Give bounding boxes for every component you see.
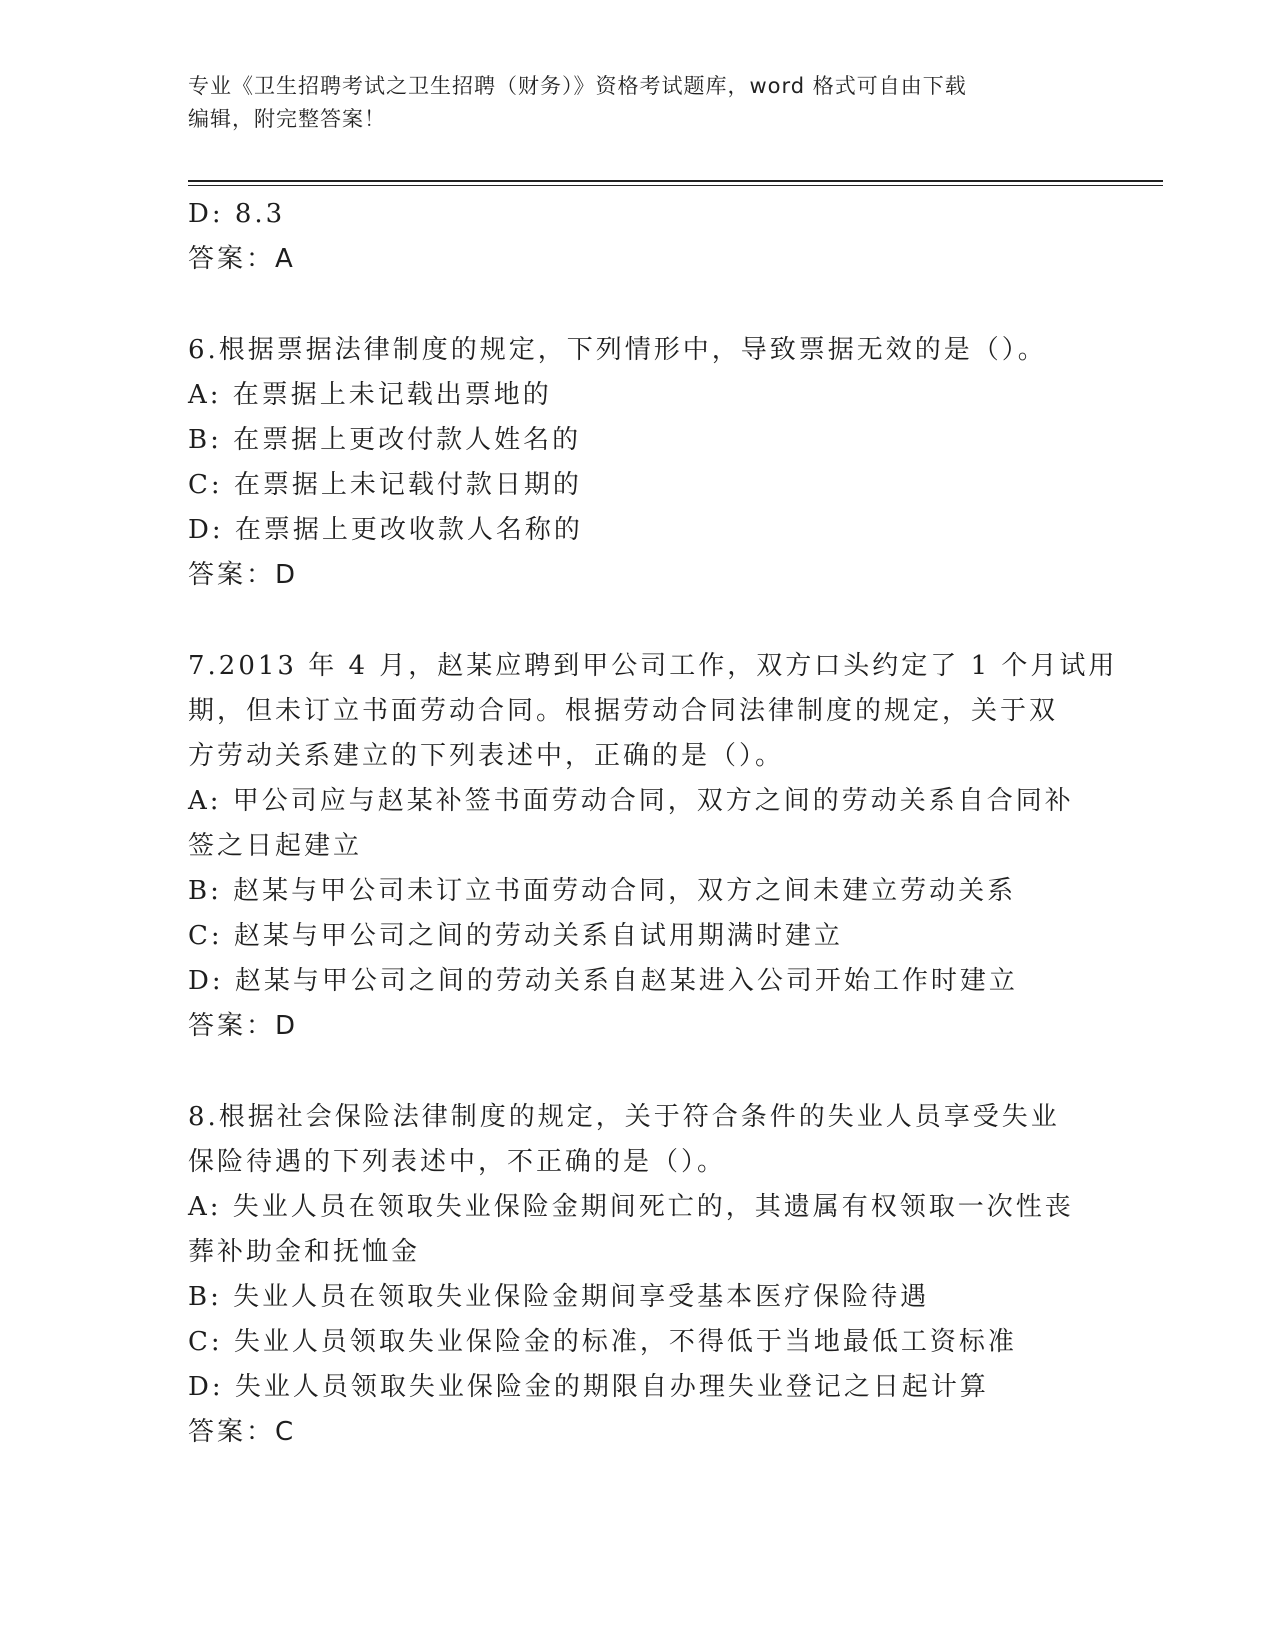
answer: 答案：D	[188, 1011, 299, 1041]
option-c: C: 失业人员领取失业保险金的标准，不得低于当地最低工资标准	[188, 1327, 1017, 1357]
answer: 答案：D	[188, 560, 299, 590]
page-header	[188, 70, 1088, 136]
option-a: A: 失业人员在领取失业保险金期间死亡的，其遗属有权领取一次性丧	[188, 1192, 1074, 1222]
spacer	[188, 282, 1088, 328]
option-c: C: 赵某与甲公司之间的劳动关系自试用期满时建立	[188, 921, 843, 951]
question-7	[188, 644, 1118, 1049]
option-d: D: 失业人员领取失业保险金的期限自办理失业登记之日起计算	[188, 1372, 989, 1402]
option-c: C: 在票据上未记载付款日期的	[188, 470, 582, 500]
spacer	[188, 598, 1088, 644]
option-d: D: 赵某与甲公司之间的劳动关系自赵某进入公司开始工作时建立	[188, 966, 1018, 996]
question-stem: 方劳动关系建立的下列表述中，正确的是（）。	[188, 741, 785, 771]
option-b: B: 在票据上更改付款人姓名的	[188, 425, 582, 455]
question-stem: 8.根据社会保险法律制度的规定，关于符合条件的失业人员享受失业	[188, 1102, 1060, 1132]
option-b: B: 赵某与甲公司未订立书面劳动合同，双方之间未建立劳动关系	[188, 876, 1017, 906]
question-5-tail	[188, 192, 1088, 282]
option-d: D: 在票据上更改收款人名称的	[188, 515, 583, 545]
answer: 答案：C	[188, 1417, 297, 1447]
option-b: B: 失业人员在领取失业保险金期间享受基本医疗保险待遇	[188, 1282, 930, 1312]
question-8	[188, 1095, 1088, 1455]
option-a-cont: 签之日起建立	[188, 831, 363, 861]
question-stem: 保险待遇的下列表述中，不正确的是（）。	[188, 1147, 727, 1177]
question-stem: 6.根据票据法律制度的规定，下列情形中，导致票据无效的是（）。	[188, 335, 1047, 365]
header-rule-thin	[188, 185, 1163, 186]
question-stem: 期，但未订立书面劳动合同。根据劳动合同法律制度的规定，关于双	[188, 696, 1059, 726]
option-a: A: 甲公司应与赵某补签书面劳动合同，双方之间的劳动关系自合同补	[188, 786, 1074, 816]
answer: 答案：A	[188, 244, 296, 274]
option-a-cont: 葬补助金和抚恤金	[188, 1237, 421, 1267]
option-d: D: 8.3	[188, 199, 286, 229]
header-rule	[188, 180, 1163, 182]
option-a: A: 在票据上未记载出票地的	[188, 380, 552, 410]
header-line-1: 专业《卫生招聘考试之卫生招聘（财务）》资格考试题库，word 格式可自由下载	[188, 74, 967, 98]
header-line-2: 编辑，附完整答案！	[188, 107, 386, 131]
question-content	[188, 192, 1118, 1455]
question-6	[188, 328, 1088, 598]
spacer	[188, 1049, 1088, 1095]
question-stem: 7.2013 年 4 月，赵某应聘到甲公司工作，双方口头约定了 1 个月试用	[188, 651, 1118, 681]
